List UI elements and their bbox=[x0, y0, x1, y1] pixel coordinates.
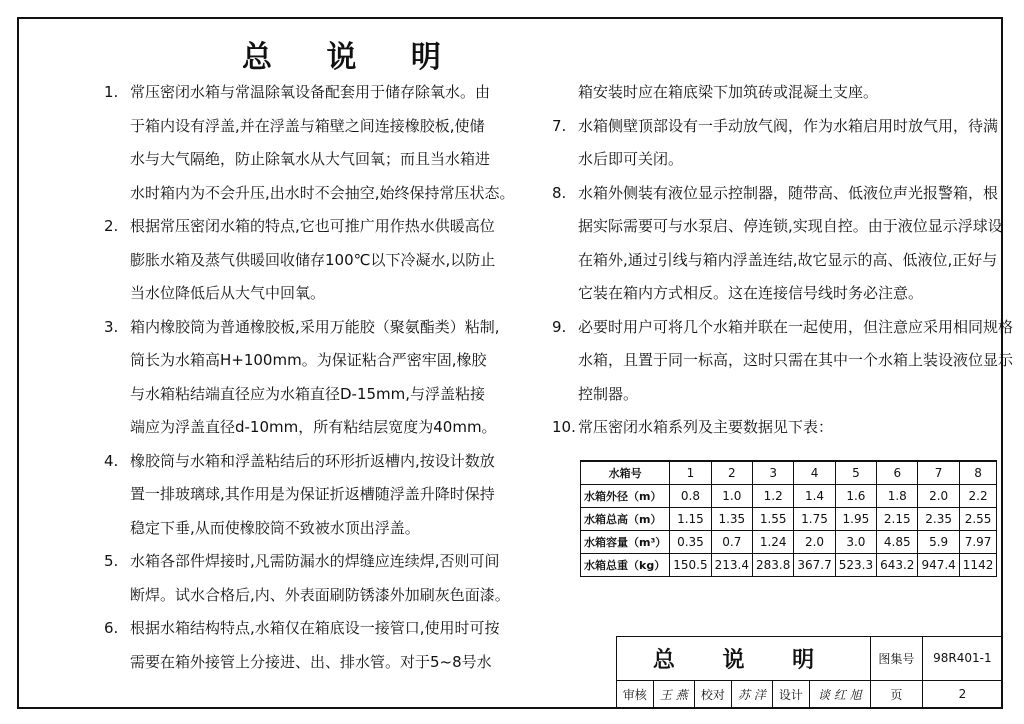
table-cell: 643.2 bbox=[877, 554, 918, 577]
note-line: 橡胶筒与水箱和浮盖粘结后的环形折返槽内,按设计数放 bbox=[130, 451, 495, 470]
check-signature: 苏 洋 bbox=[731, 680, 772, 708]
table-column-header: 5 bbox=[835, 461, 876, 485]
note-item bbox=[104, 545, 529, 612]
note-line: 断焊。试水合格后,内、外表面刷防锈漆外加刷灰色面漆。 bbox=[130, 585, 510, 604]
table-column-header: 6 bbox=[877, 461, 918, 485]
table-cell: 1.95 bbox=[835, 508, 876, 531]
note-line: 稳定下垂,从而使橡胶筒不致被水顶出浮盖。 bbox=[130, 518, 420, 537]
table-cell: 523.3 bbox=[835, 554, 876, 577]
table-cell: 1.2 bbox=[753, 485, 794, 508]
review-signature: 王 燕 bbox=[653, 680, 694, 708]
table-cell: 150.5 bbox=[670, 554, 711, 577]
table-row bbox=[581, 554, 997, 577]
note-item bbox=[104, 612, 529, 679]
table-row-label: 水箱总高（m） bbox=[581, 508, 670, 531]
title-block-name: 总 说 明 bbox=[617, 637, 871, 681]
table-cell: 1.35 bbox=[711, 508, 752, 531]
note-line: 水箱各部件焊接时,凡需防漏水的焊缝应连续焊,否则可间 bbox=[130, 552, 500, 570]
table-cell: 1.55 bbox=[753, 508, 794, 531]
table-cell: 2.55 bbox=[959, 508, 997, 531]
note-line: 水箱外侧装有液位显示控制器，随带高、低液位声光报警箱，根 bbox=[578, 183, 999, 202]
table-cell: 1.0 bbox=[711, 485, 752, 508]
table-column-header: 2 bbox=[711, 461, 752, 485]
note-item bbox=[552, 311, 1014, 412]
note-line: 筒长为水箱高H+100mm。为保证粘合严密牢固,橡胶 bbox=[130, 351, 487, 369]
page-title: 总 说 明 bbox=[242, 40, 463, 75]
table-cell: 1.75 bbox=[794, 508, 835, 531]
table-cell: 367.7 bbox=[794, 554, 835, 577]
table-column-header: 8 bbox=[959, 461, 997, 485]
table-cell: 2.15 bbox=[877, 508, 918, 531]
table-cell: 2.2 bbox=[959, 485, 997, 508]
table-column-header: 1 bbox=[670, 461, 711, 485]
table-row-label: 水箱容量（m³） bbox=[581, 531, 670, 554]
page-label: 页 bbox=[871, 680, 923, 708]
note-item bbox=[104, 445, 529, 546]
table-cell: 1.8 bbox=[877, 485, 918, 508]
note-item bbox=[552, 110, 999, 177]
note-line: 箱内橡胶筒为普通橡胶板,采用万能胶（聚氨酯类）粘制, bbox=[130, 317, 500, 336]
note-line: 根据常压密闭水箱的特点,它也可推广用作热水供暖高位 bbox=[130, 217, 495, 235]
table-cell: 2.0 bbox=[918, 485, 959, 508]
right-column bbox=[552, 76, 1014, 445]
table-cell: 0.35 bbox=[670, 531, 711, 554]
table-cell: 2.0 bbox=[794, 531, 835, 554]
table-header-label: 水箱号 bbox=[581, 461, 670, 485]
note-number: 8. bbox=[552, 183, 567, 202]
check-label: 校对 bbox=[695, 680, 732, 708]
note-line: 于箱内设有浮盖,并在浮盖与箱壁之间连接橡胶板,使储 bbox=[130, 116, 485, 135]
note-line: 水箱，且置于同一标高，这时只需在其中一个水箱上装设液位显示 bbox=[578, 351, 1014, 369]
note-number: 9. bbox=[552, 317, 567, 336]
note-line: 置一排玻璃球,其作用是为保证折返槽随浮盖升降时保持 bbox=[130, 485, 495, 503]
table-row bbox=[581, 531, 997, 554]
note-line: 水时箱内为不会升压,出水时不会抽空,始终保持常压状态。 bbox=[130, 183, 515, 202]
table-cell: 283.8 bbox=[753, 554, 794, 577]
table-cell: 1.24 bbox=[753, 531, 794, 554]
table-cell: 2.35 bbox=[918, 508, 959, 531]
note-number: 3. bbox=[104, 317, 119, 336]
note-number: 10. bbox=[552, 418, 576, 436]
continuation-line: 箱安装时应在箱底梁下加筑砖或混凝土支座。 bbox=[578, 83, 879, 101]
note-line: 它装在箱内方式相反。这在连接信号线时务必注意。 bbox=[578, 284, 924, 302]
note-line: 根据水箱结构特点,水箱仅在箱底设一接管口,使用时可按 bbox=[130, 619, 500, 637]
note-item bbox=[104, 210, 529, 311]
note-line: 膨胀水箱及蒸气供暖回收储存100℃以下冷凝水,以防止 bbox=[130, 250, 496, 269]
table-cell: 3.0 bbox=[835, 531, 876, 554]
spec-table bbox=[580, 460, 997, 577]
table-column-header: 3 bbox=[753, 461, 794, 485]
table-cell: 4.85 bbox=[877, 531, 918, 554]
note-number: 6. bbox=[104, 619, 119, 637]
note-line: 据实际需要可与水泵启、停连锁,实现自控。由于液位显示浮球设 bbox=[578, 217, 1003, 235]
table-row bbox=[581, 485, 997, 508]
note-item bbox=[104, 76, 529, 210]
table-row-label: 水箱外径（m） bbox=[581, 485, 670, 508]
note-line: 当水位降低后从大气中回氧。 bbox=[130, 284, 326, 302]
title-block bbox=[616, 636, 1003, 709]
table-cell: 0.8 bbox=[670, 485, 711, 508]
note-number: 2. bbox=[104, 217, 119, 235]
left-column bbox=[104, 76, 529, 679]
table-cell: 213.4 bbox=[711, 554, 752, 577]
page-number: 2 bbox=[922, 680, 1002, 708]
note-line: 与水箱粘结端直径应为水箱直径D-15mm,与浮盖粘接 bbox=[130, 384, 486, 403]
table-cell: 0.7 bbox=[711, 531, 752, 554]
note-number: 7. bbox=[552, 116, 567, 135]
table-row bbox=[581, 508, 997, 531]
note-line: 水箱侧壁顶部设有一手动放气阀，作为水箱启用时放气用，待满 bbox=[578, 116, 999, 135]
atlas-label: 图集号 bbox=[871, 637, 923, 681]
note-number: 4. bbox=[104, 451, 119, 470]
atlas-number: 98R401-1 bbox=[922, 637, 1002, 681]
note-line: 水后即可关闭。 bbox=[578, 150, 684, 168]
note-item bbox=[552, 411, 984, 445]
note-line: 在箱外,通过引线与箱内浮盖连结,故它显示的高、低液位,正好与 bbox=[578, 250, 998, 269]
table-row-label: 水箱总重（kg） bbox=[581, 554, 670, 577]
note-line: 控制器。 bbox=[578, 384, 639, 403]
note-line: 水与大气隔绝，防止除氧水从大气回氧；而且当水箱进 bbox=[130, 150, 491, 168]
table-column-header: 7 bbox=[918, 461, 959, 485]
table-cell: 1.15 bbox=[670, 508, 711, 531]
review-label: 审核 bbox=[617, 680, 654, 708]
note-line: 端应为浮盖直径d-10mm，所有粘结层宽度为40mm。 bbox=[130, 418, 497, 436]
note-line: 常压密闭水箱与常温除氧设备配套用于储存除氧水。由 bbox=[130, 83, 491, 101]
table-cell: 1.6 bbox=[835, 485, 876, 508]
table-cell: 5.9 bbox=[918, 531, 959, 554]
note-line: 需要在箱外接管上分接进、出、排水管。对于5~8号水 bbox=[130, 652, 492, 671]
table-cell: 947.4 bbox=[918, 554, 959, 577]
table-cell: 1.4 bbox=[794, 485, 835, 508]
design-signature: 谈 红 旭 bbox=[809, 680, 870, 708]
note-item bbox=[104, 311, 529, 445]
design-label: 设计 bbox=[773, 680, 810, 708]
note-number: 5. bbox=[104, 552, 119, 570]
table-cell: 7.97 bbox=[959, 531, 997, 554]
note-line: 常压密闭水箱系列及主要数据见下表： bbox=[578, 418, 834, 436]
note-item bbox=[552, 177, 1003, 311]
note-line: 必要时用户可将几个水箱并联在一起使用，但注意应采用相同规格 bbox=[578, 317, 1014, 336]
note-number: 1. bbox=[104, 83, 119, 101]
table-cell: 1142 bbox=[959, 554, 997, 577]
table-column-header: 4 bbox=[794, 461, 835, 485]
